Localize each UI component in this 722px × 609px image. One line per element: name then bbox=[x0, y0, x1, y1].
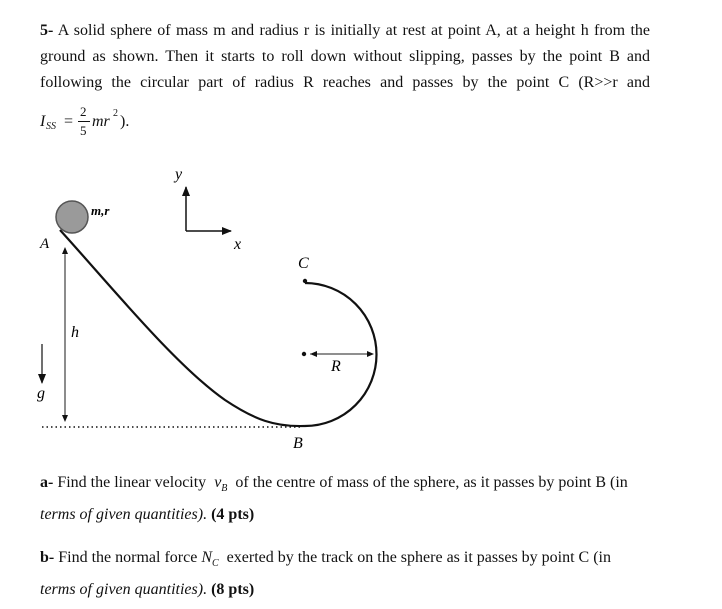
question-a-variable: v bbox=[214, 474, 222, 491]
question-a-text-3: terms of given quantities). bbox=[40, 506, 208, 523]
label-radius-r: R bbox=[331, 358, 341, 375]
formula-fraction-bar bbox=[78, 121, 90, 122]
question-a-text-2: of the centre of mass of the sphere, as it passes by point B (in bbox=[235, 474, 628, 491]
question-b-text-3: terms of given quantities). bbox=[40, 581, 208, 598]
formula-numerator: 2 bbox=[80, 104, 87, 119]
problem-line-1 bbox=[40, 18, 650, 44]
formula-exponent: 2 bbox=[113, 108, 118, 119]
question-b-line-1 bbox=[40, 545, 650, 577]
track-slope bbox=[60, 230, 305, 426]
label-axis-x: x bbox=[234, 236, 242, 253]
problem-statement bbox=[40, 18, 650, 96]
inertia-formula bbox=[40, 104, 160, 144]
problem-intro-line-2: ground as shown. Then it starts to roll down without slipping, passes by the point B and bbox=[40, 48, 650, 65]
label-point-b: B bbox=[293, 435, 303, 452]
label-mass-radius: m,r bbox=[91, 203, 110, 218]
label-point-a: A bbox=[40, 236, 50, 252]
label-height-h: h bbox=[71, 324, 79, 341]
formula-denominator: 5 bbox=[80, 123, 87, 138]
question-b-points: (8 pts) bbox=[211, 581, 255, 598]
problem-intro-line-1: A solid sphere of mass m and radius r is initially at rest at point A, at a height h from the bbox=[57, 22, 651, 39]
question-b-variable-subscript: C bbox=[211, 558, 219, 570]
question-b-text-1: Find the normal force bbox=[58, 549, 198, 566]
label-point-c: C bbox=[298, 255, 309, 272]
question-a-prefix: a- bbox=[40, 474, 54, 491]
circle-center-marker bbox=[302, 352, 306, 356]
sphere bbox=[56, 201, 88, 233]
track-circular-part bbox=[305, 283, 377, 426]
physics-diagram bbox=[0, 150, 722, 470]
question-a bbox=[40, 470, 650, 534]
formula-equals: = bbox=[64, 113, 74, 130]
formula-lhs: I bbox=[40, 113, 46, 130]
label-axis-y: y bbox=[175, 166, 183, 183]
question-b bbox=[40, 545, 650, 609]
question-a-variable-subscript: B bbox=[221, 483, 228, 495]
question-a-line-1 bbox=[40, 470, 650, 502]
label-gravity-g: g bbox=[37, 385, 45, 402]
formula-lhs-subscript: SS bbox=[46, 121, 56, 132]
problem-number: 5- bbox=[40, 22, 54, 39]
formula-tail: ). bbox=[120, 113, 130, 130]
question-b-variable: N bbox=[201, 549, 212, 566]
question-b-text-2: exerted by the track on the sphere as it passes by point C (in bbox=[226, 549, 611, 566]
question-a-text-1: Find the linear velocity bbox=[57, 474, 207, 491]
formula-rhs: mr bbox=[92, 113, 110, 130]
problem-intro-line-3: following the circular part of radius R reaches and passes by the point C (R>>r and bbox=[40, 74, 650, 91]
question-a-points: (4 pts) bbox=[211, 506, 255, 523]
question-a-line-2 bbox=[40, 502, 650, 534]
question-b-prefix: b- bbox=[40, 549, 55, 566]
question-b-line-2 bbox=[40, 577, 650, 609]
point-c-marker bbox=[303, 279, 307, 283]
